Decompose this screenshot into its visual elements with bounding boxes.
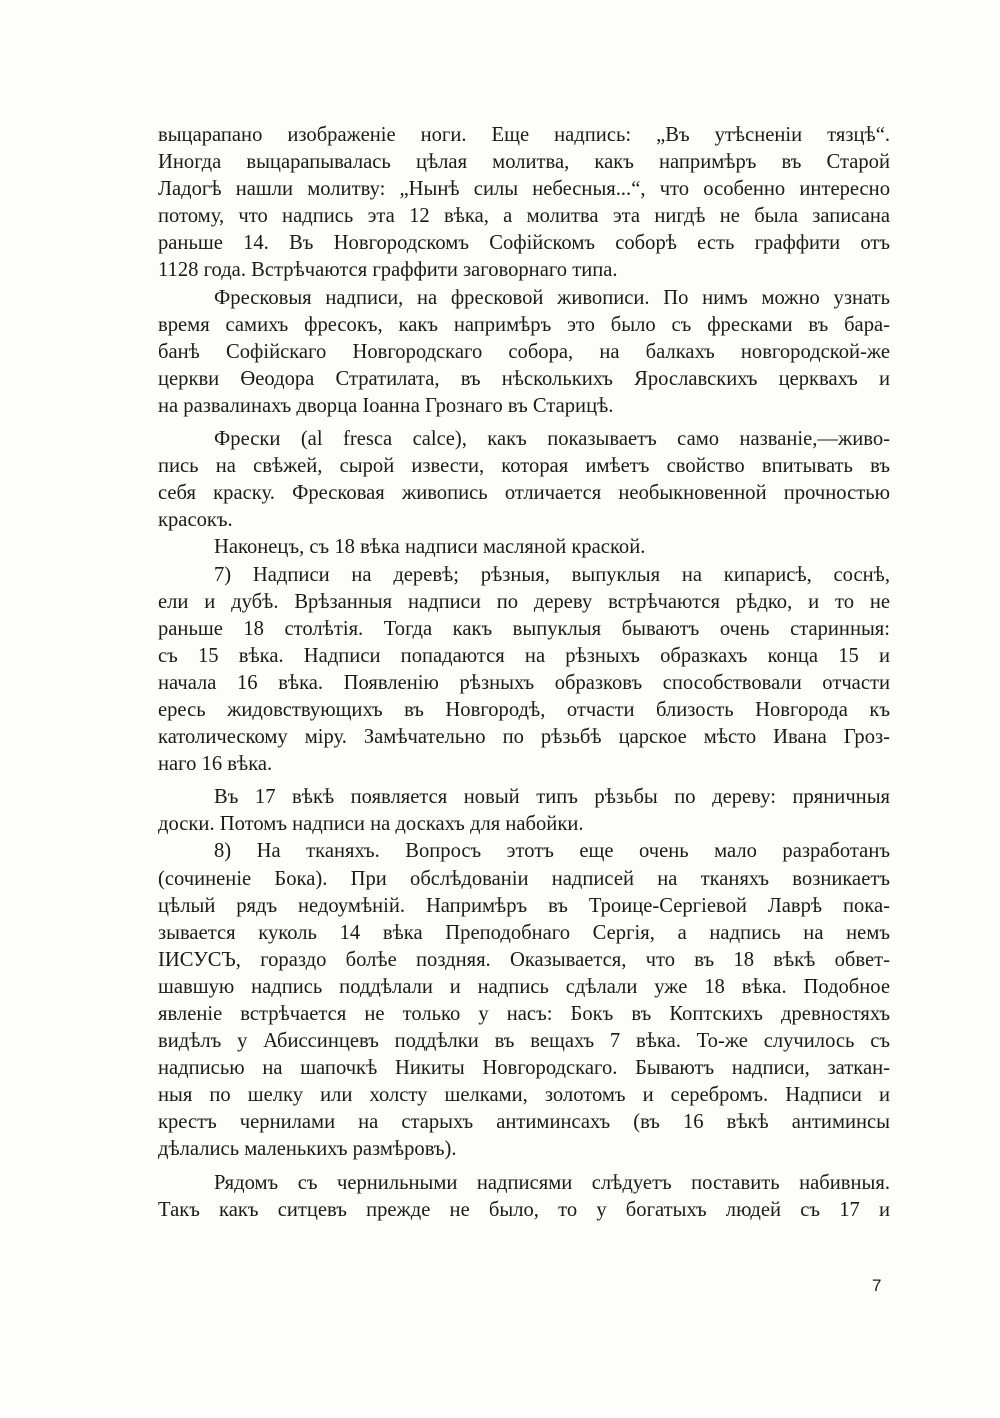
text-line: Наконецъ, съ 18 вѣка надписи масляной краской. (214, 536, 646, 559)
text-line: католическому мiру. Замѣчательно по рѣзьбѣ царское мѣсто Ивана Гроз- (158, 726, 890, 749)
text-line: 8) На тканяхъ. Вопросъ этотъ еще очень мало разработанъ (214, 840, 890, 863)
text-line: шавшую надпись поддѣлали и надпись сдѣлали уже 18 вѣка. Подобное (158, 975, 890, 998)
text-line: доски. Потомъ надписи на доскахъ для набойки. (158, 813, 584, 836)
text-line: цѣлый рядъ недоумѣнiй. Напримѣръ въ Троице-Сергiевой Лаврѣ пока- (158, 894, 890, 917)
text-line: Фрески (al fresca calce), какъ показываетъ само названiе,—живо- (214, 428, 890, 451)
text-line: видѣлъ у Абиссинцевъ поддѣлки въ вещахъ 7 вѣка. То-же случилось съ (158, 1030, 890, 1053)
text-line: крестъ чернилами на старыхъ антиминсахъ (въ 16 вѣкѣ антиминсы (158, 1111, 890, 1134)
text-line: потому, что надпись эта 12 вѣка, а молитва эта нигдѣ не была записана (158, 205, 890, 228)
text-line: на развалинахъ дворца Iоанна Грознаго въ Старицѣ. (158, 394, 614, 417)
text-line: IИСУСЪ, гораздо болѣе поздняя. Оказывается, что въ 18 вѣкѣ обвет- (158, 948, 890, 971)
text-line: 7) Надписи на деревѣ; рѣзныя, выпуклыя на кипарисѣ, соснѣ, (214, 563, 890, 586)
body-text (158, 122, 890, 1224)
text-line: Иногда выцарапывалась цѣлая молитва, какъ напримѣръ въ Старой (158, 151, 890, 174)
text-line: зывается куколь 14 вѣка Преподобнаго Сергiя, а надпись на немъ (158, 921, 890, 944)
text-line: ересь жидовствующихъ въ Новгородѣ, отчасти близость Новгорода къ (158, 698, 890, 721)
text-line: время самихъ фресокъ, какъ напримѣръ это было съ фресками въ бара- (158, 313, 890, 336)
text-line: дѣлались маленькихъ размѣровъ). (158, 1138, 457, 1161)
text-line: раньше 18 столѣтiя. Тогда какъ выпуклыя бываютъ очень старинныя: (158, 617, 890, 640)
text-line: красокъ. (158, 509, 233, 532)
text-line: наго 16 вѣка. (158, 753, 273, 776)
text-line: Такъ какъ ситцевъ прежде не было, то у богатыхъ людей съ 17 и (158, 1198, 890, 1221)
text-line: ели и дубѣ. Врѣзанныя надписи по дереву встрѣчаются рѣдко, и то не (158, 590, 890, 613)
text-line: надписью на шапочкѣ Никиты Новгородскаго. Бываютъ надписи, заткан- (158, 1057, 890, 1080)
text-line: церкви Өеодора Стратилата, въ нѣсколькихъ Ярославскихъ церквахъ и (158, 367, 890, 390)
text-line: Въ 17 вѣкѣ появляется новый типъ рѣзьбы по дереву: пряничныя (214, 786, 890, 809)
text-line: пись на свѣжей, сырой извести, которая имѣетъ свойство впитывать въ (158, 455, 890, 478)
text-line: начала 16 вѣка. Появленiю рѣзныхъ образковъ способствовали отчасти (158, 671, 890, 694)
page-number: 7 (872, 1276, 882, 1295)
text-line: раньше 14. Въ Новгородскомъ Софiйскомъ соборѣ есть граффити отъ (158, 232, 890, 255)
text-line: Ладогѣ нашли молитву: „Нынѣ силы небесныя...“, что особенно интересно (158, 178, 890, 201)
text-line: банѣ Софiйскаго Новгородскаго собора, на балкахъ новгородской-же (158, 340, 890, 363)
text-line: ныя по шелку или холсту шелками, золотомъ и серебромъ. Надписи и (158, 1084, 890, 1107)
text-line: 1128 года. Встрѣчаются граффити заговорнаго типа. (158, 259, 618, 282)
text-line: Рядомъ съ чернильными надписями слѣдуетъ поставить набивныя. (214, 1171, 890, 1194)
text-line: (сочиненiе Бока). При обслѣдованiи надписей на тканяхъ возникаетъ (158, 867, 890, 890)
text-line: выцарапано изображенiе ноги. Еще надпись: „Въ утѣсненiи тязцѣ“. (158, 124, 890, 146)
text-line: себя краску. Фресковая живопись отличается необыкновенной прочностью (158, 482, 890, 505)
text-line: съ 15 вѣка. Надписи попадаются на рѣзныхъ образкахъ конца 15 и (158, 644, 890, 667)
text-line: Фресковыя надписи, на фресковой живописи. По нимъ можно узнать (214, 286, 890, 309)
text-line: явленiе встрѣчается не только у насъ: Бокъ въ Коптскихъ древностяхъ (158, 1003, 890, 1025)
